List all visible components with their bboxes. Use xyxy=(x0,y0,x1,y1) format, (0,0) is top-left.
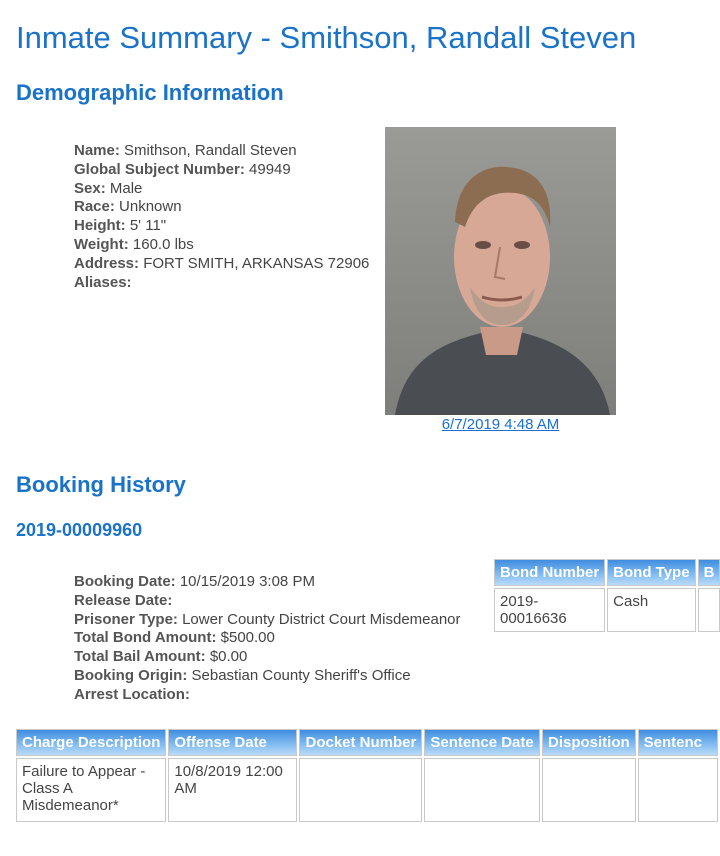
field-label: Booking Origin: xyxy=(74,666,188,684)
race-row xyxy=(74,198,369,217)
column-header[interactable]: Offense Date xyxy=(168,729,297,756)
table-row xyxy=(16,758,718,822)
arrest-location-row xyxy=(74,686,461,705)
demographic-info xyxy=(74,142,369,292)
booking-origin-row xyxy=(74,667,461,686)
booking-number: 2019-00009960 xyxy=(16,520,143,540)
field-label: Release Date: xyxy=(74,591,173,609)
booking-date-row xyxy=(74,573,461,592)
field-value: $500.00 xyxy=(220,629,275,647)
column-header[interactable]: Disposition xyxy=(542,729,636,756)
table-cell: Cash xyxy=(607,588,695,632)
table-cell xyxy=(698,588,720,632)
field-value: Sebastian County Sheriff's Office xyxy=(191,666,411,684)
field-label: Booking Date: xyxy=(74,573,176,590)
photo-date-link[interactable]: 6/7/2019 4:48 AM xyxy=(441,416,560,433)
field-label: Height: xyxy=(74,217,126,235)
charge-table xyxy=(14,727,720,824)
total-bond-row xyxy=(74,629,461,648)
release-date-row xyxy=(74,592,461,611)
demographic-heading: Demographic Information xyxy=(16,80,284,105)
field-value: FORT SMITH, ARKANSAS 72906 xyxy=(143,254,370,272)
weight-row xyxy=(74,236,369,255)
field-value: Male xyxy=(109,179,143,197)
mugshot-portrait xyxy=(385,127,616,415)
column-header[interactable]: B xyxy=(698,559,720,586)
table-cell: Failure to Appear - Class A Misdemeanor* xyxy=(16,758,166,822)
field-label: Address: xyxy=(74,254,140,272)
table-cell xyxy=(299,758,422,822)
field-label: Global Subject Number: xyxy=(74,160,245,178)
table-cell xyxy=(542,758,636,822)
prisoner-type-row xyxy=(74,611,461,630)
page-title: Inmate Summary - Smithson, Randall Steven xyxy=(16,20,637,55)
field-value: 10/15/2019 3:08 PM xyxy=(179,573,315,590)
booking-info xyxy=(74,573,461,705)
field-label: Arrest Location: xyxy=(74,685,190,703)
field-label: Prisoner Type: xyxy=(74,610,178,628)
sex-row xyxy=(74,180,369,199)
column-header[interactable]: Charge Description xyxy=(16,729,166,756)
booking-history-heading: Booking History xyxy=(16,472,186,497)
table-cell xyxy=(424,758,540,822)
field-label: Sex: xyxy=(74,179,106,197)
total-bail-row xyxy=(74,648,461,667)
name-row xyxy=(74,142,369,161)
table-cell: 10/8/2019 12:00 AM xyxy=(168,758,297,822)
column-header[interactable]: Bond Type xyxy=(607,559,695,586)
column-header[interactable]: Sentenc xyxy=(638,729,718,756)
field-value: Lower County District Court Misdemeanor xyxy=(182,610,461,628)
field-label: Aliases: xyxy=(74,273,132,291)
column-header[interactable]: Sentence Date xyxy=(424,729,540,756)
table-cell: 2019-00016636 xyxy=(494,588,605,632)
field-value: 160.0 lbs xyxy=(132,235,194,253)
mugshot-photo[interactable] xyxy=(385,127,616,415)
aliases-row xyxy=(74,274,369,293)
subject-number-row xyxy=(74,161,369,180)
field-label: Total Bond Amount: xyxy=(74,629,217,647)
address-row xyxy=(74,255,369,274)
field-label: Name: xyxy=(74,142,120,159)
field-value: 49949 xyxy=(249,160,291,178)
field-label: Weight: xyxy=(74,235,129,253)
field-value: Smithson, Randall Steven xyxy=(124,142,297,159)
height-row xyxy=(74,217,369,236)
field-label: Total Bail Amount: xyxy=(74,648,206,666)
field-value: $0.00 xyxy=(209,648,248,666)
column-header[interactable]: Bond Number xyxy=(494,559,605,586)
field-label: Race: xyxy=(74,198,115,216)
table-row xyxy=(494,588,720,632)
column-header[interactable]: Docket Number xyxy=(299,729,422,756)
bond-table xyxy=(492,557,720,634)
field-value: 5' 11" xyxy=(129,217,167,235)
field-value: Unknown xyxy=(119,198,182,216)
table-cell xyxy=(638,758,718,822)
